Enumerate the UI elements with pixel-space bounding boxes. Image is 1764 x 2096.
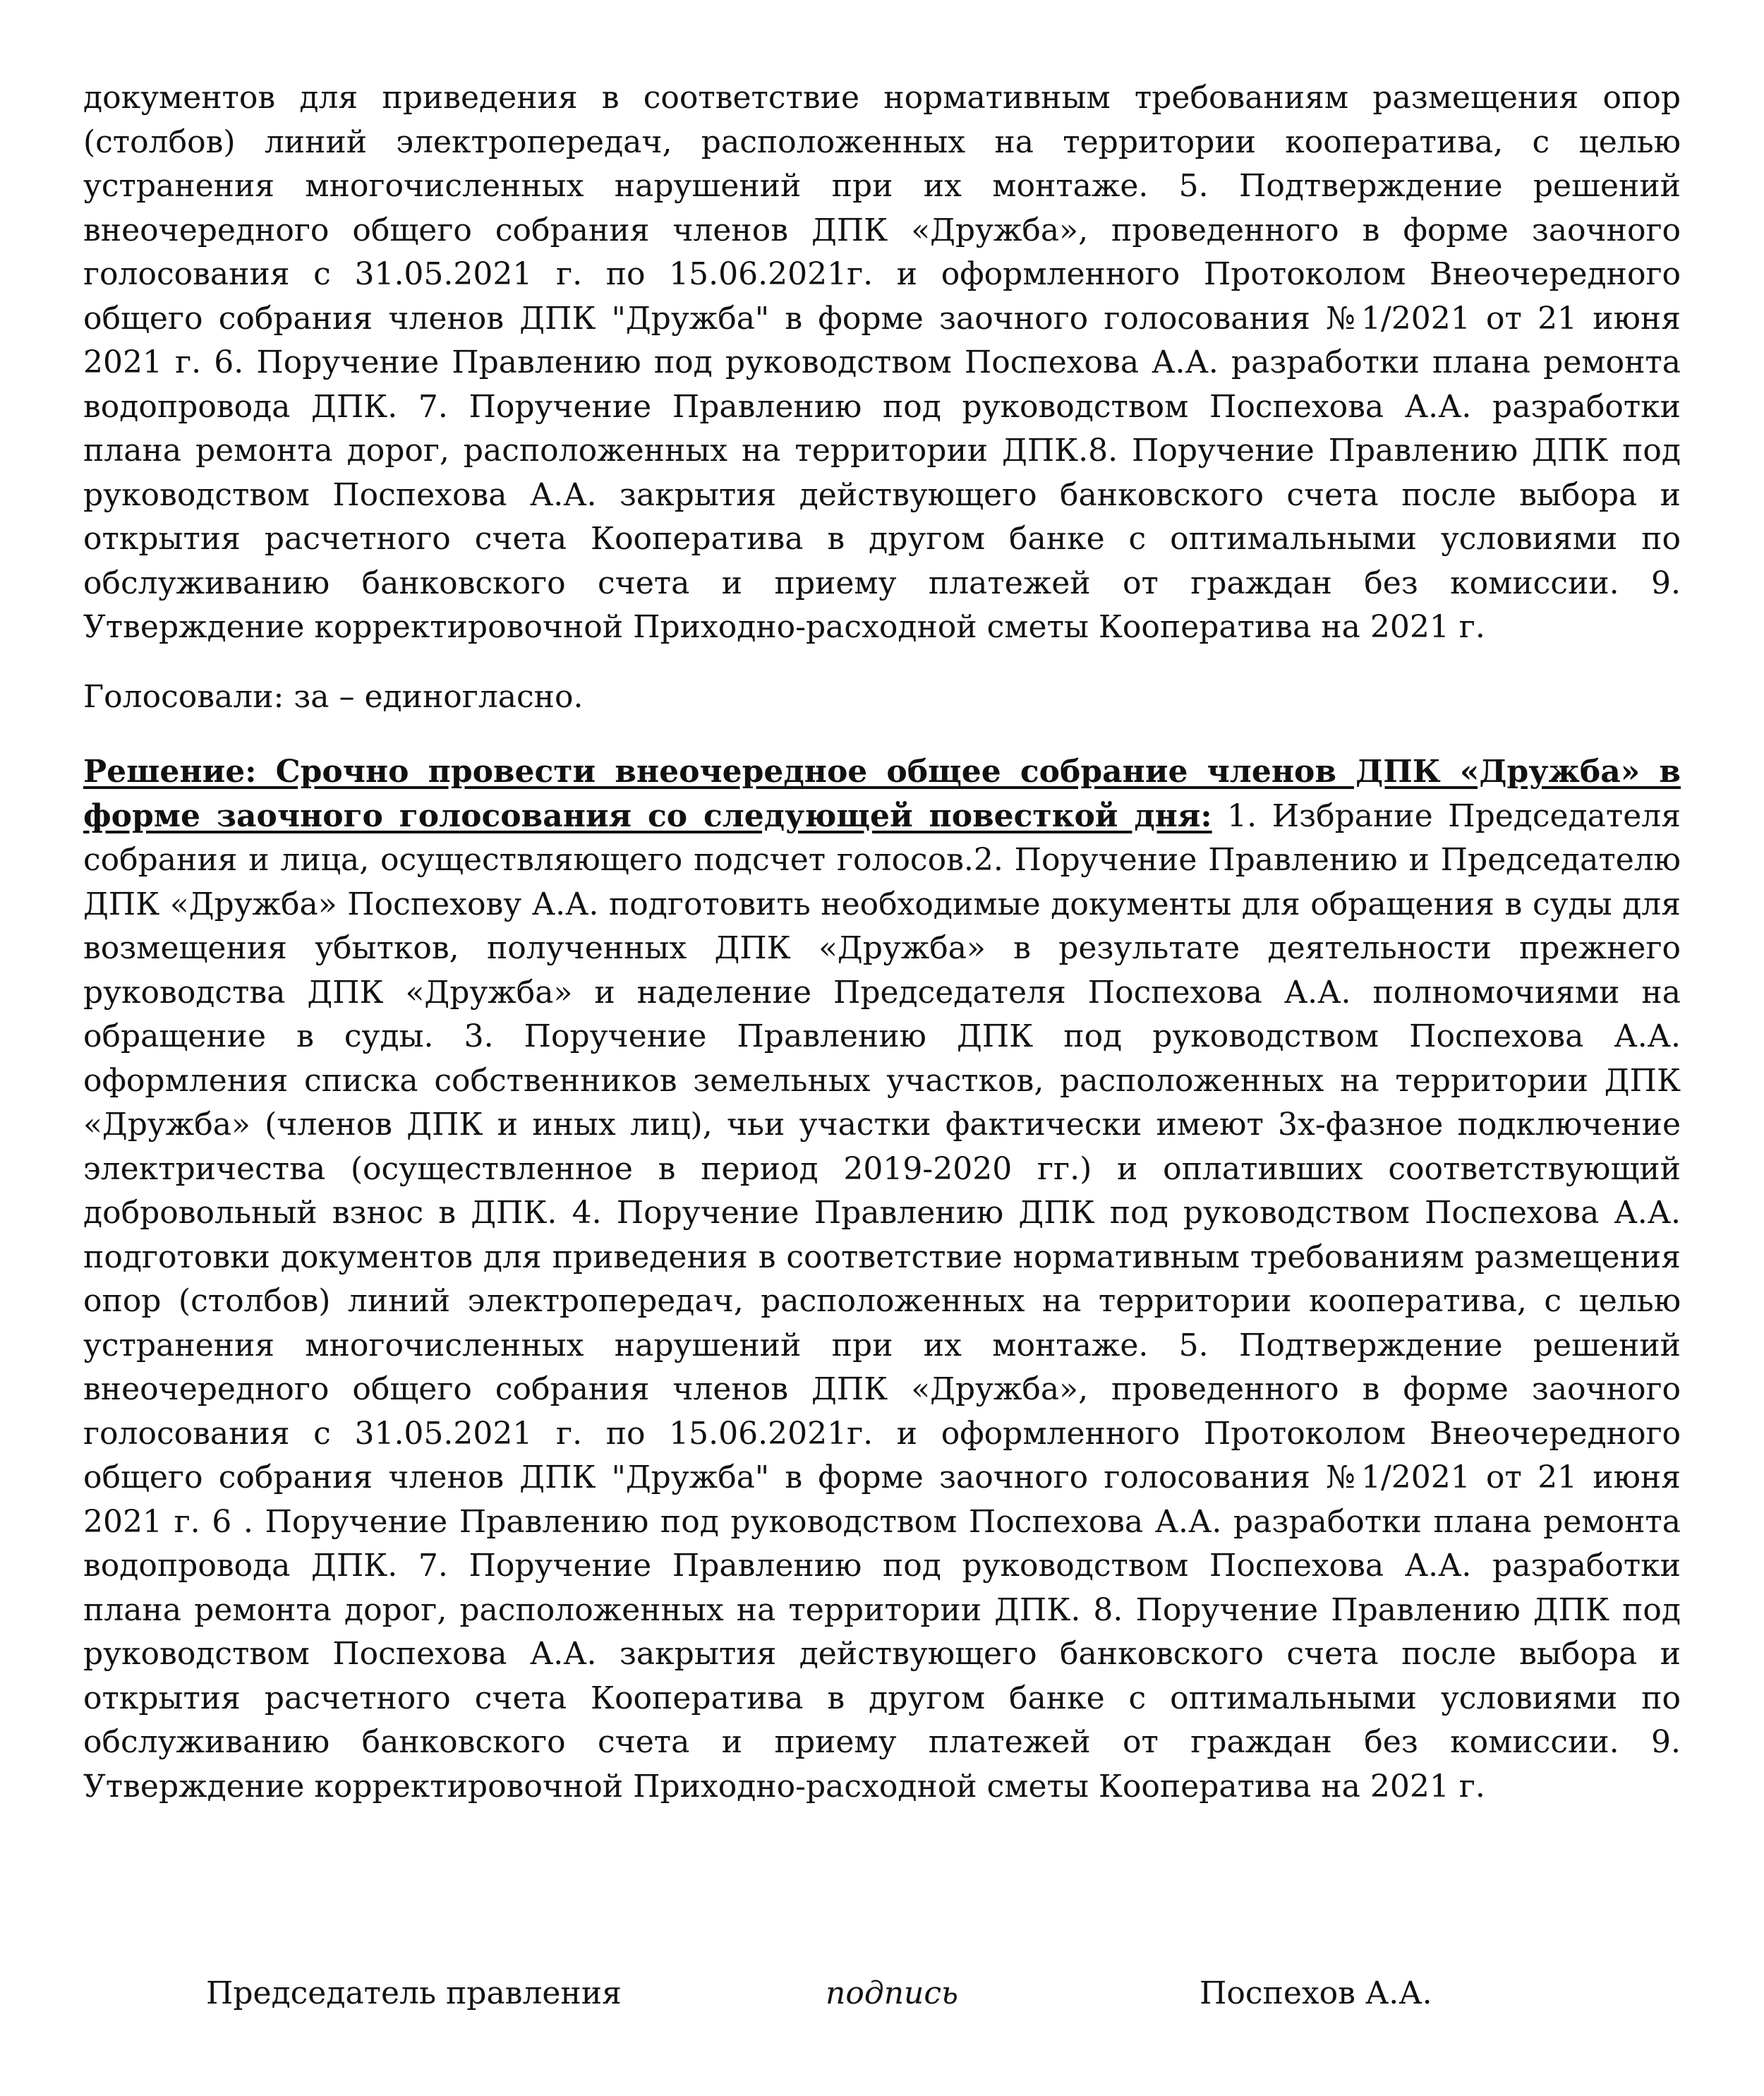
signature-block — [0, 1969, 1764, 2018]
decision-paragraph — [83, 750, 1681, 1809]
signatory-role: Председатель правления — [206, 1975, 622, 2011]
decision-body: 1. Избрание Председателя собрания и лица, осуществляющего подсчет голосов.2. Поручение Правлению и Председателю ДПК «Дружба» Поспехову А.А. подготовить необходимые документы для обращения в суды для возмещения убытков, полученных ДПК «Дружба» в результате деятельности прежнего руководства ДПК «Дружба» и наделение Председателя Поспехова А.А. полномочиями на обращение в суды. 3. Поручение Правлению ДПК под руководством Поспехова А.А. оформления списка собственников земельных участков, расположенных на территории ДПК «Дружба» (членов ДПК и иных лиц), чьи участки фактически имеют 3х-фазное подключение электричества (осуществленное в период 2019-2020 гг.) и оплативших соответствующий добровольный взнос в ДПК. 4. Поручение Правлению ДПК под руководством Поспехова А.А. подготовки документов для приведения в соответствие нормативным требованиям размещения опор (столбов) линий электропередач, расположенных на территории кооператива, с целью устранения многочисленных нарушений при их монтаже. 5. Подтверждение решений внеочередного общего собрания членов ДПК «Дружба», проведенного в форме заочного голосования с 31.05.2021 г. по 15.06.2021г. и оформленного Протоколом Внеочередного общего собрания членов ДПК "Дружба" в форме заочного голосования №1/2021 от 21 июня 2021 г. 6 . Поручение Правлению под руководством Поспехова А.А. разработки плана ремонта водопровода ДПК. 7. Поручение Правлению под руководством Поспехова А.А. разработки плана ремонта дорог, расположенных на территории ДПК. 8. Поручение Правлению ДПК под руководством Поспехова А.А. закрытия действующего банковского счета после выбора и открытия расчетного счета Кооператива в другом банке с оптимальными условиями по обслуживанию банковского счета и приему платежей от граждан без комиссии. 9. Утверждение корректировочной Приходно-расходной сметы Кооператива на 2021 г. — [83, 797, 1681, 1805]
decision-heading: Решение: Срочно провести внеочередное общее собрание членов ДПК «Дружба» в форме заочного голосования со следующей повесткой дня: — [83, 754, 1681, 834]
continuation-paragraph: документов для приведения в соответствие нормативным требованиям размещения опор (столбов) линий электропередач, расположенных на территории кооператива, с целью устранения многочисленных нарушений при их монтаже. 5. Подтверждение решений внеочередного общего собрания членов ДПК «Дружба», проведенного в форме заочного голосования с 31.05.2021 г. по 15.06.2021г. и оформленного Протоколом Внеочередного общего собрания членов ДПК "Дружба" в форме заочного голосования №1/2021 от 21 июня 2021 г. 6. Поручение Правлению под руководством Поспехова А.А. разработки плана ремонта водопровода ДПК. 7. Поручение Правлению под руководством Поспехова А.А. разработки плана ремонта дорог, расположенных на территории ДПК.8. Поручение Правлению ДПК под руководством Поспехова А.А. закрытия действующего банковского счета после выбора и открытия расчетного счета Кооператива в другом банке с оптимальными условиями по обслуживанию банковского счета и приему платежей от граждан без комиссии. 9. Утверждение корректировочной Приходно-расходной сметы Кооператива на 2021 г. — [83, 80, 1681, 645]
signature-mark: подпись — [826, 1975, 958, 2011]
signatory-name: Поспехов А.А. — [1200, 1975, 1432, 2011]
vote-result: Голосовали: за – единогласно. — [83, 678, 584, 715]
document-body — [83, 76, 1681, 1809]
